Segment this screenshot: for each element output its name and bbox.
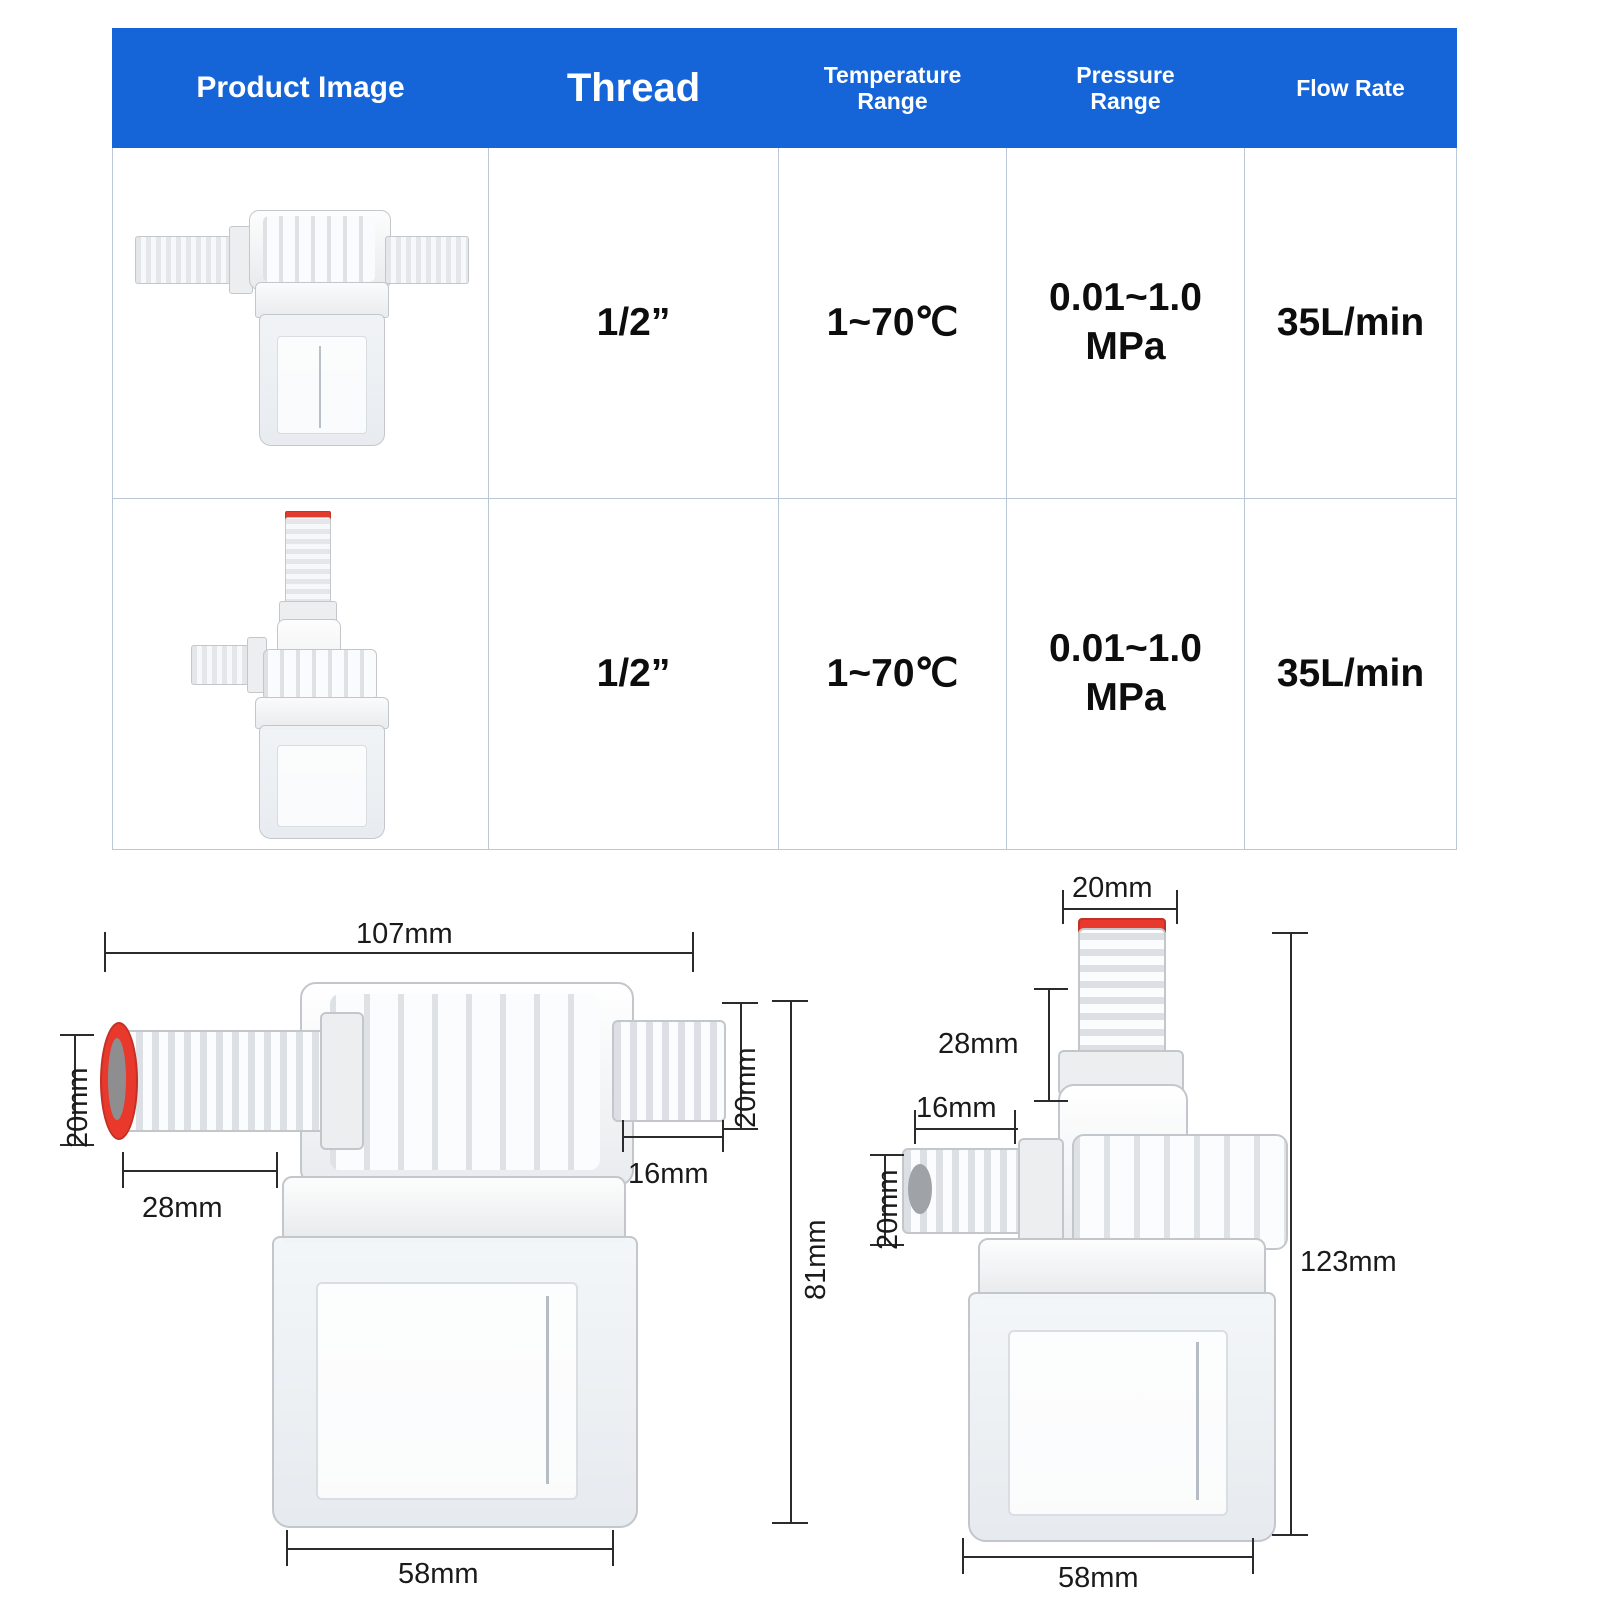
header-flow-rate: Flow Rate: [1245, 29, 1457, 148]
dim-tick-top: [772, 1000, 808, 1002]
valve-float-rod: [1196, 1342, 1199, 1500]
dim-line-inlet-thread-length: [122, 1170, 278, 1172]
dim-label-inlet-thread-length: 28mm: [142, 1192, 223, 1224]
table-row: [113, 499, 1457, 850]
dim-label-overall-height: 81mm: [800, 1219, 832, 1300]
header-product-image: Product Image: [113, 29, 489, 148]
valve-top-thread: [285, 517, 331, 605]
valve-float-cup-inner: [277, 336, 367, 434]
dim-line-side-thread-length: [914, 1128, 1018, 1130]
dim-line-outlet-thread-length: [622, 1136, 724, 1138]
cell-flow-rate: 35L/min: [1245, 499, 1457, 850]
dim-line-cup-diameter: [286, 1548, 614, 1550]
header-temperature-line1: Temperature: [823, 61, 962, 88]
dim-tick-bottom: [1272, 1534, 1308, 1536]
product-image-cell-horizontal: [113, 148, 489, 499]
dim-tick-right: [276, 1152, 278, 1188]
header-temperature-line2: Range: [857, 88, 928, 114]
cell-pressure: [1007, 499, 1245, 850]
valve-inlet-thread: [135, 236, 233, 284]
dim-line-overall-width: [104, 952, 694, 954]
cell-thread: 1/2”: [489, 148, 779, 499]
dim-tick-right: [1176, 890, 1178, 924]
horizontal-valve-illustration: [113, 150, 489, 496]
valve-collar: [255, 282, 389, 318]
cell-flow-rate: 35L/min: [1245, 148, 1457, 499]
dim-label-top-thread-length: 28mm: [938, 1028, 1019, 1060]
dim-label-outlet-diameter: 20mm: [730, 1047, 762, 1128]
dim-label-outlet-thread-length: 16mm: [628, 1158, 709, 1190]
dim-tick-right: [612, 1530, 614, 1566]
product-image-cell-vertical: [113, 499, 489, 850]
dim-tick-bottom: [722, 1128, 758, 1130]
dim-line-top-thread-length: [1048, 988, 1050, 1102]
header-pressure-line1: Pressure: [1076, 61, 1175, 88]
valve-side-nut: [1018, 1138, 1064, 1246]
cell-temperature: 1~70℃: [779, 499, 1007, 850]
valve-float-cup-inner: [316, 1282, 578, 1500]
dim-tick-right: [692, 932, 694, 972]
cell-pressure: [1007, 148, 1245, 499]
table-row: [113, 148, 1457, 499]
cell-temperature: 1~70℃: [779, 148, 1007, 499]
dim-tick-right: [1252, 1538, 1254, 1574]
valve-inlet-thread: [118, 1030, 334, 1132]
dim-tick-left: [622, 1120, 624, 1152]
dim-tick-top: [722, 1002, 758, 1004]
dim-label-inlet-diameter: 20mm: [62, 1067, 94, 1148]
valve-body-ribs: [263, 649, 377, 701]
cell-pressure-line1: 0.01~1.0: [1049, 627, 1202, 671]
valve-float-cup-inner: [1008, 1330, 1228, 1516]
cell-thread: 1/2”: [489, 499, 779, 850]
dim-label-side-diameter: 20mm: [872, 1169, 904, 1250]
dim-label-overall-height: 123mm: [1300, 1246, 1397, 1278]
dim-tick-top: [870, 1154, 904, 1156]
cell-pressure-line1: 0.01~1.0: [1049, 276, 1202, 320]
dim-tick-right: [722, 1120, 724, 1152]
dim-tick-left: [122, 1152, 124, 1188]
cell-pressure-line2: MPa: [1085, 676, 1166, 719]
header-pressure-line2: Range: [1090, 88, 1161, 114]
dim-tick-left: [962, 1538, 964, 1574]
cell-pressure-line2: MPa: [1085, 325, 1166, 368]
dim-label-side-thread-length: 16mm: [916, 1092, 997, 1124]
dim-label-cup-diameter: 58mm: [1058, 1562, 1139, 1594]
dim-label-top-diameter: 20mm: [1072, 872, 1153, 904]
dim-tick-right: [1014, 1110, 1016, 1144]
table-header-row: [113, 29, 1457, 148]
header-temperature-range: [779, 29, 1007, 148]
valve-inlet-bore: [108, 1038, 126, 1120]
dim-tick-bottom: [772, 1522, 808, 1524]
valve-inlet-nut: [320, 1012, 364, 1150]
header-pressure-range: [1007, 29, 1245, 148]
header-thread: Thread: [489, 29, 779, 148]
dim-tick-bottom: [1034, 1100, 1068, 1102]
valve-collar: [978, 1238, 1266, 1298]
dim-line-cup-diameter: [962, 1556, 1254, 1558]
vertical-valve-illustration: [113, 501, 489, 847]
dim-line-overall-height: [1290, 932, 1292, 1536]
valve-body-ribs: [263, 216, 375, 282]
valve-float-rod: [546, 1296, 549, 1484]
dim-tick-left: [104, 932, 106, 972]
dim-label-overall-width: 107mm: [356, 918, 453, 950]
valve-body-ribs: [330, 994, 600, 1170]
dim-line-overall-height: [790, 1000, 792, 1524]
valve-outlet-thread: [612, 1020, 726, 1122]
dim-tick-left: [1062, 890, 1064, 924]
dim-tick-left: [286, 1530, 288, 1566]
valve-side-thread: [191, 645, 251, 685]
valve-collar: [282, 1176, 626, 1242]
valve-outlet-thread: [385, 236, 469, 284]
valve-float-cup-inner: [277, 745, 367, 827]
dim-label-cup-diameter: 58mm: [398, 1558, 479, 1590]
specification-table: [112, 28, 1457, 850]
dim-tick-top: [1034, 988, 1068, 990]
dim-tick-top: [1272, 932, 1308, 934]
valve-side-bore: [908, 1164, 932, 1214]
dim-line-top-diameter: [1062, 908, 1178, 910]
valve-body-ribs: [1072, 1134, 1288, 1250]
dim-tick-top: [60, 1034, 94, 1036]
valve-float-rod: [319, 346, 321, 428]
